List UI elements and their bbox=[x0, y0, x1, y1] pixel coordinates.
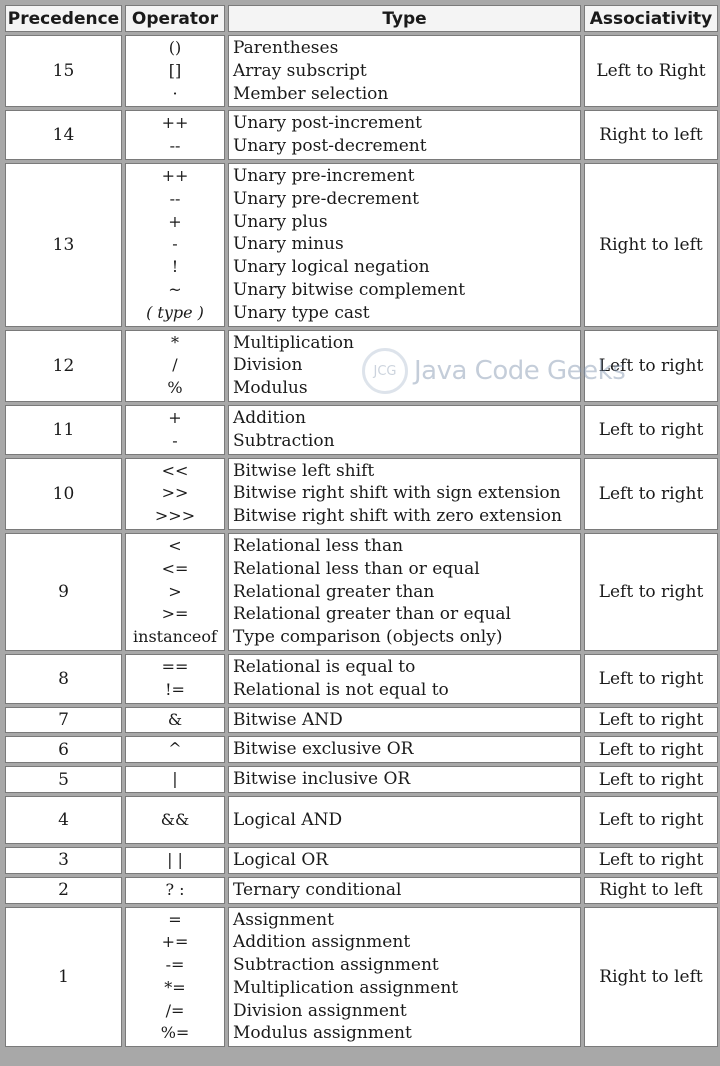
precedence-cell: 9 bbox=[5, 533, 122, 651]
associativity-cell: Left to right bbox=[584, 736, 718, 763]
type-description: Unary post-decrement bbox=[233, 136, 427, 157]
precedence-cell: 2 bbox=[5, 877, 122, 904]
associativity-cell: Left to right bbox=[584, 796, 718, 844]
precedence-cell: 14 bbox=[5, 110, 122, 160]
watermark-logo-icon: JCG bbox=[362, 348, 408, 394]
type-description: Bitwise AND bbox=[233, 709, 343, 730]
operator-cell bbox=[125, 766, 225, 793]
type-description: Unary pre-decrement bbox=[233, 188, 419, 209]
operator-symbol: ( type ) bbox=[146, 302, 204, 322]
table-row bbox=[5, 736, 718, 763]
table-row bbox=[5, 330, 718, 402]
precedence-cell: 12 bbox=[5, 330, 122, 402]
operator-symbol: -= bbox=[165, 955, 185, 975]
type-description: Relational less than or equal bbox=[233, 558, 480, 579]
operator-symbol: *= bbox=[164, 977, 186, 997]
operator-symbol: & bbox=[167, 709, 183, 729]
header-operator: Operator bbox=[125, 5, 225, 32]
operator-symbol: () bbox=[168, 38, 182, 57]
type-description: Type comparison (objects only) bbox=[233, 627, 503, 648]
operator-symbol: < bbox=[168, 535, 182, 555]
type-description: Unary plus bbox=[233, 211, 328, 232]
operator-cell bbox=[125, 707, 225, 734]
type-description: Relational less than bbox=[233, 535, 404, 556]
precedence-cell: 8 bbox=[5, 654, 122, 704]
header-associativity: Associativity bbox=[584, 5, 718, 32]
table-row bbox=[5, 458, 718, 530]
operator-cell bbox=[125, 405, 225, 455]
operator-symbol: + bbox=[168, 211, 182, 231]
type-cell bbox=[228, 35, 581, 107]
operator-symbol: %= bbox=[160, 1023, 190, 1043]
table-row bbox=[5, 533, 718, 651]
type-cell bbox=[228, 458, 581, 530]
table-row bbox=[5, 707, 718, 734]
type-description: Unary minus bbox=[233, 234, 344, 255]
associativity-cell: Left to right bbox=[584, 533, 718, 651]
operator-cell bbox=[125, 35, 225, 107]
operator-symbol: ? : bbox=[165, 879, 185, 899]
type-description: Unary logical negation bbox=[233, 257, 430, 278]
associativity-cell: Right to left bbox=[584, 907, 718, 1048]
type-cell bbox=[228, 330, 581, 402]
type-description: Ternary conditional bbox=[233, 879, 402, 900]
type-description: Multiplication bbox=[233, 332, 354, 353]
operator-cell bbox=[125, 110, 225, 160]
operator-symbol: [] bbox=[168, 60, 182, 80]
operator-symbol: << bbox=[161, 460, 189, 480]
type-description: Member selection bbox=[233, 83, 389, 104]
type-description: Bitwise left shift bbox=[233, 460, 375, 481]
table-row bbox=[5, 35, 718, 107]
operator-symbol: >= bbox=[161, 604, 189, 624]
table-row bbox=[5, 163, 718, 327]
operator-cell bbox=[125, 330, 225, 402]
operator-symbol: - bbox=[172, 430, 178, 450]
associativity-cell: Right to left bbox=[584, 110, 718, 160]
associativity-cell: Left to right bbox=[584, 766, 718, 793]
type-description: Bitwise right shift with zero extension bbox=[233, 506, 562, 527]
type-cell bbox=[228, 654, 581, 704]
type-description: Modulus assignment bbox=[233, 1023, 412, 1044]
table-body bbox=[5, 35, 718, 1047]
operator-cell bbox=[125, 847, 225, 874]
operator-symbol: · bbox=[172, 83, 178, 103]
precedence-cell: 4 bbox=[5, 796, 122, 844]
operator-symbol: /= bbox=[165, 1000, 185, 1020]
type-description: Bitwise exclusive OR bbox=[233, 739, 414, 760]
type-description: Relational greater than bbox=[233, 581, 435, 602]
operator-cell bbox=[125, 458, 225, 530]
operator-symbol: ^ bbox=[168, 739, 182, 759]
associativity-cell: Right to left bbox=[584, 877, 718, 904]
operator-symbol: ! bbox=[171, 257, 179, 277]
operator-symbol: | bbox=[172, 769, 178, 789]
type-cell bbox=[228, 796, 581, 844]
precedence-cell: 15 bbox=[5, 35, 122, 107]
type-description: Subtraction assignment bbox=[233, 955, 439, 976]
table-row bbox=[5, 405, 718, 455]
operator-symbol: = bbox=[168, 909, 182, 929]
table-row bbox=[5, 907, 718, 1048]
operator-cell bbox=[125, 654, 225, 704]
associativity-cell: Right to left bbox=[584, 163, 718, 327]
operator-symbol: * bbox=[171, 332, 179, 352]
precedence-cell: 3 bbox=[5, 847, 122, 874]
type-description: Addition assignment bbox=[233, 932, 411, 953]
operator-cell bbox=[125, 796, 225, 844]
precedence-cell: 1 bbox=[5, 907, 122, 1048]
operator-symbol: && bbox=[160, 809, 190, 829]
header-type: Type bbox=[228, 5, 581, 32]
precedence-cell: 11 bbox=[5, 405, 122, 455]
operator-symbol: ++ bbox=[161, 165, 189, 185]
precedence-cell: 10 bbox=[5, 458, 122, 530]
watermark-text: Java Code Geeks bbox=[414, 356, 626, 386]
type-description: Array subscript bbox=[233, 60, 367, 81]
precedence-cell: 5 bbox=[5, 766, 122, 793]
operator-symbol: != bbox=[165, 679, 185, 699]
operator-cell bbox=[125, 736, 225, 763]
associativity-cell: Left to Right bbox=[584, 35, 718, 107]
operator-cell bbox=[125, 907, 225, 1048]
operator-precedence-table bbox=[2, 2, 720, 1050]
type-cell bbox=[228, 405, 581, 455]
type-cell bbox=[228, 533, 581, 651]
table-row bbox=[5, 847, 718, 874]
type-description: Parentheses bbox=[233, 38, 339, 58]
operator-symbol: / bbox=[172, 355, 178, 375]
type-description: Addition bbox=[233, 407, 306, 428]
operator-symbol: -- bbox=[169, 188, 181, 208]
type-description: Relational is equal to bbox=[233, 656, 416, 677]
table-row bbox=[5, 877, 718, 904]
type-description: Logical OR bbox=[233, 849, 329, 870]
type-cell bbox=[228, 736, 581, 763]
operator-symbol: ~ bbox=[168, 279, 182, 299]
operator-symbol: == bbox=[161, 656, 189, 676]
type-description: Bitwise inclusive OR bbox=[233, 769, 411, 790]
operator-symbol: ++ bbox=[161, 113, 189, 133]
type-description: Unary post-increment bbox=[233, 113, 423, 134]
table-row bbox=[5, 110, 718, 160]
type-cell bbox=[228, 163, 581, 327]
type-cell bbox=[228, 707, 581, 734]
type-description: Modulus bbox=[233, 378, 308, 399]
operator-symbol: | | bbox=[167, 849, 183, 869]
type-description: Division bbox=[233, 355, 303, 376]
associativity-cell: Left to right bbox=[584, 405, 718, 455]
associativity-cell: Left to right bbox=[584, 847, 718, 874]
type-cell bbox=[228, 847, 581, 874]
operator-symbol: instanceof bbox=[133, 627, 217, 647]
operator-cell bbox=[125, 877, 225, 904]
precedence-cell: 13 bbox=[5, 163, 122, 327]
type-description: Assignment bbox=[233, 909, 334, 930]
type-description: Logical AND bbox=[233, 809, 343, 830]
precedence-cell: 7 bbox=[5, 707, 122, 734]
type-cell bbox=[228, 110, 581, 160]
operator-symbol: + bbox=[168, 407, 182, 427]
type-description: Bitwise right shift with sign extension bbox=[233, 483, 561, 504]
type-description: Division assignment bbox=[233, 1000, 407, 1021]
associativity-cell: Left to right bbox=[584, 330, 718, 402]
operator-symbol: - bbox=[172, 234, 178, 254]
type-description: Relational greater than or equal bbox=[233, 604, 511, 625]
operator-symbol: <= bbox=[161, 558, 189, 578]
associativity-cell: Left to right bbox=[584, 458, 718, 530]
header-row bbox=[5, 5, 718, 32]
operator-symbol: % bbox=[167, 378, 183, 398]
table-row bbox=[5, 766, 718, 793]
operator-symbol: >>> bbox=[154, 506, 196, 526]
type-cell bbox=[228, 766, 581, 793]
operator-symbol: > bbox=[168, 581, 182, 601]
operator-cell bbox=[125, 533, 225, 651]
associativity-cell: Left to right bbox=[584, 707, 718, 734]
type-description: Multiplication assignment bbox=[233, 977, 459, 998]
precedence-cell: 6 bbox=[5, 736, 122, 763]
type-description: Subtraction bbox=[233, 430, 335, 451]
associativity-cell: Left to right bbox=[584, 654, 718, 704]
header-precedence: Precedence bbox=[5, 5, 122, 32]
table-row bbox=[5, 654, 718, 704]
type-cell bbox=[228, 907, 581, 1048]
operator-symbol: += bbox=[161, 932, 189, 952]
type-description: Relational is not equal to bbox=[233, 679, 449, 700]
operator-cell bbox=[125, 163, 225, 327]
type-description: Unary bitwise complement bbox=[233, 279, 466, 300]
table-row bbox=[5, 796, 718, 844]
type-cell bbox=[228, 877, 581, 904]
operator-symbol: >> bbox=[161, 483, 189, 503]
type-description: Unary pre-increment bbox=[233, 165, 415, 186]
operator-symbol: -- bbox=[169, 136, 181, 156]
type-description: Unary type cast bbox=[233, 302, 370, 323]
